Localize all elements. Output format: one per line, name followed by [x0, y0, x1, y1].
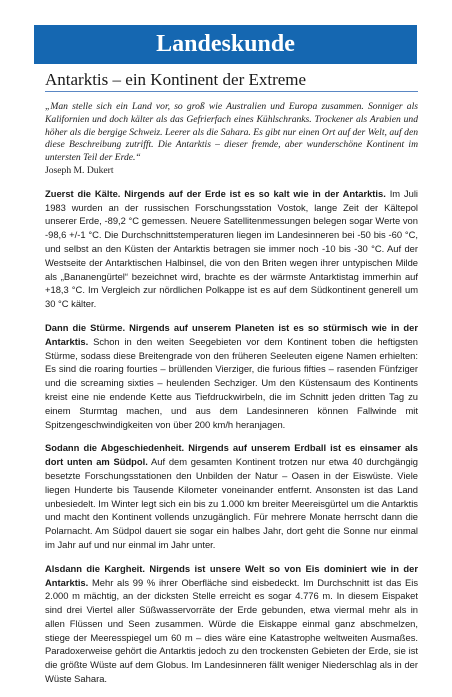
paragraph-lead: Dann die Stürme. Nirgends auf unserem Planeten ist es so stürmisch wie in der Antarktis. — [45, 321, 418, 347]
intro-quote: „Man stelle sich ein Land vor, so groß wie Australien und Europa zusammen. Sonniger als Kalifornien und doch kälter als das Gefrierfach eines Kühlschranks. Trockener als Arabien und höher als die bergige Schweiz. Leerer als die Sahara. Es gibt nur einen Ort auf der Welt, auf den diese Beschreibung zutrifft. Die Antarktis – dieser fremde, aber wunderschöne Kontinent im untersten Teil der Erde.“ — [45, 101, 418, 164]
paragraph-cold — [45, 188, 418, 312]
quote-author: Joseph M. Dukert — [45, 164, 114, 176]
section-banner: Landeskunde — [34, 25, 417, 64]
paragraph-body: Im Juli 1983 wurden an der russischen Forschungsstation Vostok, lange Zeit der Kältepol unserer Erde, -89,2 °C gemessen. Neuere Satellitenmessungen belegen sogar Werte von -98,6 +/-1 °C. Die Durchschnittstemperaturen liegen im Landesinneren bei -50 bis -60 °C, und selbst an den Küsten der Antarktis betragen sie immer noch -10 bis -30 °C. Auf der Westseite der Antarktischen Halbinsel, die von den Briten wegen ihrer untypischen Milde als „Bananengürtel“ bezeichnet wird, brachte es der wärmste Antarktistag immerhin auf +18,3 °C. Im Vergleich zur nördlichen Polkappe ist es auf dem Südkontinent generell um 30 °C kälter. — [45, 187, 418, 310]
paragraph-storms — [45, 322, 418, 432]
paragraph-lead: Alsdann die Kargheit. Nirgends ist unsere Welt so von Eis dominiert wie in der Antarktis. — [45, 562, 418, 588]
page-subtitle: Antarktis – ein Kontinent der Extreme — [45, 70, 307, 89]
subtitle-divider — [45, 91, 418, 92]
paragraph-barrenness — [45, 563, 418, 687]
paragraph-body: Mehr als 99 % ihrer Oberfläche sind eisbedeckt. Im Durchschnitt ist das Eis 2.000 m mächtig, an der dicksten Stelle erreicht es sogar 4.776 m. In diesem Eispaket sind drei Viertel aller Süßwasservorräte der Erde gebunden, etwa viermal mehr als in allen Flüssen und Seen zusammen. Würde die Eiskappe einmal ganz abschmelzen, stiege der Meeresspiegel um 60 m – dies wäre eine Katastrophe weltweiten Ausmaßes. Paradoxerweise gehört die Antarktis jedoch zu den trockensten Gebieten der Erde, sie ist die größte Wüste auf dem Globus. Im Landesinneren fällt weniger Niederschlag als in der Wüste Sahara. — [45, 576, 418, 685]
article-content — [45, 101, 418, 697]
paragraph-lead: Zuerst die Kälte. Nirgends auf der Erde ist es so kalt wie in der Antarktis. — [45, 187, 386, 199]
paragraph-isolation — [45, 442, 418, 552]
paragraph-body: Auf dem gesamten Kontinent trotzen nur etwa 40 durchgängig besetzte Forschungsstationen den Unbilden der Natur – Oasen in der Eiswüste. Viele liegen Hunderte bis Tausende Kilometer voneinander entfernt. Ansonsten ist das Land unbesiedelt. Im Winter legt sich ein bis zu 1.000 km breiter Meereisgürtel um die Antarktis und macht den Kontinent vollends unzugänglich. Für mehrere Monate herrscht dann die Polarnacht. Am Südpol dauert sie sogar ein halbes Jahr, dort geht die Sonne nur einmal im Jahr auf und nur einmal im Jahr unter. — [45, 456, 418, 550]
paragraph-lead: Sodann die Abgeschiedenheit. Nirgends auf unserem Erdball ist es einsamer als dort unten am Südpol. — [45, 442, 418, 468]
paragraph-body: Schon in den weiten Seegebieten vor dem Kontinent toben die heftigsten Stürme, sodass diese Breitengrade von den früheren Seeleuten eigene Namen erhielten: Es sind die roaring fourties – brüllenden Vierziger, die furious fifties – rasenden Fünfziger und die screaming sixties – heulenden Sechziger. Um den Küstensaum des Kontinents kreist eine nie endende Kette aus Tiefdruckwirbeln, die im Schnitt jeden dritten Tag zu einem Sturmtag machen, und aus dem Landesinneren können Fallwinde mit Spitzengeschwindigkeiten von über 200 km/h heranjagen. — [45, 335, 418, 430]
